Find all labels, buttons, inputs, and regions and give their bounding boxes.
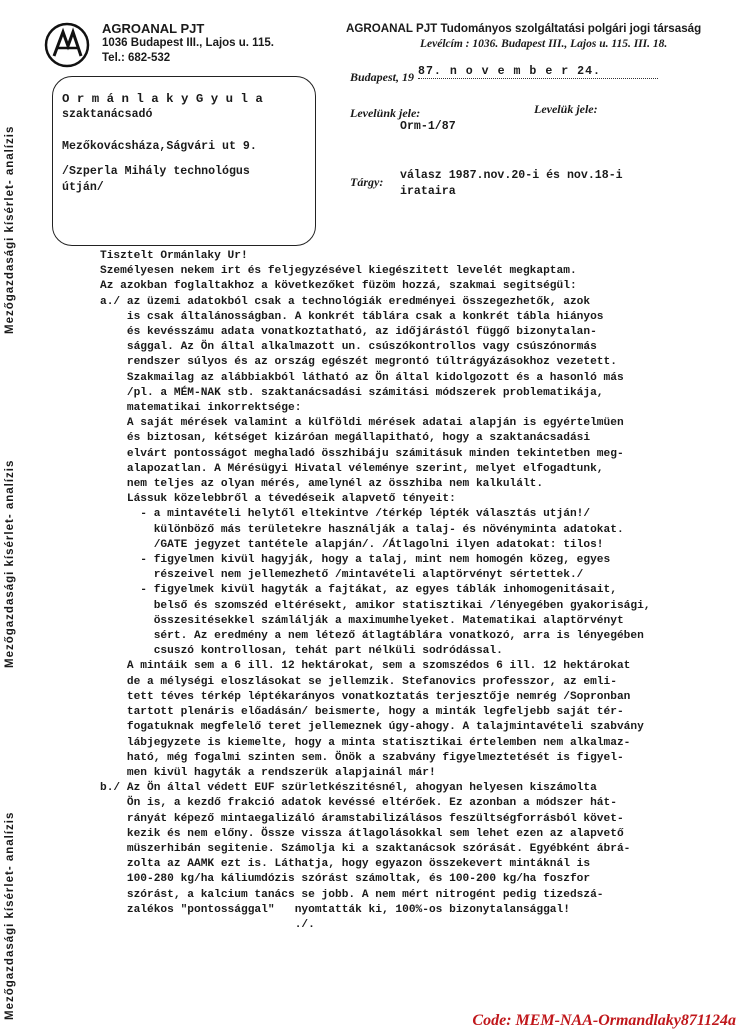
recipient-address: Mezőkovácsháza,Ságvári ut 9.: [62, 140, 257, 153]
body-line: ./.: [100, 918, 315, 931]
body-line: Szakmailag az alábbiakból látható az Ön által kidolgozott és a hasonló más: [100, 371, 624, 384]
recipient-via-line2: útján/: [62, 181, 104, 194]
body-line: csuszó kontrollosan, tehát part nélküli sodródással.: [100, 645, 503, 658]
body-line: részeivel nem jellemezhető /mintavételi alaptörvényt sértettek./: [100, 569, 584, 582]
body-line: a./ az üzemi adatokból csak a technológiák eredményei összegezhetők, azok: [100, 295, 591, 308]
body-line: alapozatlan. A Mérésügyi Hivatal véleménye szerint, melyet elfogadtunk,: [100, 462, 604, 475]
body-line: zalékos "pontossággal" nyomtatták ki, 100%-os bizonytalansággal!: [100, 903, 570, 916]
sidebar-text-top: Mezőgazdasági kísérlet- analízis: [4, 125, 16, 334]
document-code: Code: MEM-NAA-Ormandlaky871124a: [472, 1012, 736, 1029]
body-line: és biztosan, kétséget kizáróan megállapitható, hogy a szaktanácsadási: [100, 432, 591, 445]
body-line: men kivül hagyták a rendszerük alapjainál már!: [100, 766, 436, 779]
recipient-title: szaktanácsadó: [62, 108, 153, 121]
body-line: zolta az AAMK ezt is. Láthatja, hogy egyazon összekevert mintáknál is: [100, 858, 591, 871]
body-line: A saját mérések valamint a külföldi mérések adatai alapján is egyértelmüen: [100, 417, 624, 430]
body-line: Lássuk közelebbről a tévedéseik alapvető tényeit:: [100, 493, 456, 506]
body-line: Az azokban foglaltakhoz a következőket füzöm hozzá, szakmai segitségül:: [100, 280, 577, 293]
body-line: A mintáik sem a 6 ill. 12 hektárokat, sem a szomszédos 6 ill. 12 hektárokat: [100, 660, 631, 673]
body-line: matematikai inkorrektsége:: [100, 402, 302, 415]
date-city: Budapest, 19: [350, 70, 415, 84]
body-line: nem teljes az olyan mérés, amelynél az összhiba nem kalkulált.: [100, 478, 544, 491]
body-line: sággal. Az Ön által alkalmazott un. csúszókontrollos vagy csúszónormás: [100, 341, 597, 354]
body-line: rányát képező mintaegalizáló áramstabilizálásos feszültségforrásból követ-: [100, 812, 624, 825]
sidebar-text-bottom: Mezőgazdasági kísérlet- analízis: [4, 811, 16, 1020]
letter-body: [100, 249, 740, 933]
body-line: is csak általánosságban. A konkrét táblára csak a konkrét tábla hiányos: [100, 310, 604, 323]
body-line: b./ Az Ön által védett EUF szürletkészitésnél, ahogyan helyesen kiszámolta: [100, 782, 597, 795]
date-value: 87. n o v e m b e r 24.: [418, 65, 602, 78]
body-line: ható, még fogalmi szinten sem. Önök a szabvány figyelmeztetését is figyel-: [100, 751, 624, 764]
recipient-name: O r m á n l a k y G y u l a: [62, 92, 263, 106]
body-line: szórást, a kalcium tanács se jobb. A nem mért nitrogént pedig tizedszá-: [100, 888, 604, 901]
body-line: elvárt pontosságot meghaladó összhibáju számitásuk minden tekintetben meg-: [100, 447, 624, 460]
body-line: rendszer súlyos és az ország egészét megrontó túltrágyázásokhoz vezetett.: [100, 356, 617, 369]
body-line: Személyesen nekem irt és feljegyzésével kiegészitett levelét megkaptam.: [100, 265, 577, 278]
body-line: fogatuknak megfelelő teret jellemeznek úgy-ahogy. A talajmintavételi szabvány: [100, 721, 644, 734]
body-line: - figyelmen kivül hagyják, hogy a talaj, mint nem homogén közeg, egyes: [100, 554, 611, 567]
body-line: összesitésekkel számlálják a maximumhelyeket. Matematikai alaptörvényt: [100, 614, 624, 627]
header-mail-address: Levélcím : 1036. Budapest III., Lajos u. 115. III. 18.: [420, 38, 668, 50]
agroanal-logo: [44, 22, 90, 68]
subject-line2: irataira: [400, 185, 456, 198]
header-org-full: AGROANAL PJT Tudományos szolgáltatási polgári jogi társaság: [346, 22, 702, 35]
subject-label: Tárgy:: [350, 175, 384, 189]
body-line: és kevésszámu adata vonatkoztatható, az időjárástól függő bizonytalan-: [100, 326, 597, 339]
their-ref-label: Levelük jele:: [534, 102, 598, 116]
our-ref-label: Levelünk jele:: [350, 106, 421, 120]
body-line: sért. Az eredmény a nem létező átlagtáblára vonatkozó, arra is lényegében: [100, 630, 644, 643]
body-line: belső és szomszéd eltérésekt, amikor statisztikai /lényegében gyakorisági,: [100, 599, 651, 612]
body-line: - a mintavételi helytől eltekintve /térkép lépték választás utján!/: [100, 508, 591, 521]
body-line: lábjegyzete is kiemelte, hogy a minta statisztikai értelemben nem alkalmaz-: [100, 736, 631, 749]
body-line: Tisztelt Ormánlaky Ur!: [100, 250, 248, 262]
body-line: különböző más területekre használják a talaj- és növényminta adatokat.: [100, 523, 624, 536]
recipient-via-line1: /Szperla Mihály technológus: [62, 165, 250, 178]
body-line: de a mélységi eloszlásokat se jellemzik. Stefanovics professzor, az emli-: [100, 675, 617, 688]
body-line: Ön is, a kezdő frakció adatok kevéssé eltérőek. Ez azonban a módszer hát-: [100, 797, 617, 810]
body-line: /GATE jegyzet tantétele alapján/. /Átlagolni ilyen adatokat: tilos!: [100, 538, 604, 551]
body-line: tartott plenáris előadásán/ beismerte, hogy a minták legfeljebb saját tér-: [100, 706, 624, 719]
body-line: müszerhibán segitenie. Számolja ki a szaktanácsok szórását. Egyébként ábrá-: [100, 842, 631, 855]
our-ref-value: Orm-1/87: [400, 120, 456, 133]
header-org-name: AGROANAL PJT: [102, 21, 205, 36]
body-line: 100-280 kg/ha káliumdózis szórást számoltak, és 100-200 kg/ha foszfor: [100, 873, 591, 886]
body-line: kezik és nem előny. Össze vissza átlagolásokkal sem lehet ezen az alapvető: [100, 827, 624, 840]
body-line: tett téves térkép léptékarányos vonatkoztatás terjesztője nemrég /Sopronban: [100, 690, 631, 703]
sidebar-text-middle: Mezőgazdasági kísérlet- analízis: [4, 459, 16, 668]
header-address: 1036 Budapest III., Lajos u. 115.: [102, 37, 274, 49]
date-dotted-line: [418, 78, 658, 79]
header-telephone: Tel.: 682-532: [102, 52, 171, 64]
body-line: /pl. a MÉM-NAK stb. szaktanácsadási számitási módszerek problematikája,: [100, 386, 604, 399]
subject-line1: válasz 1987.nov.20-i és nov.18-i: [400, 169, 623, 182]
body-line: - figyelmek kivül hagyták a fajtákat, az egyes táblák inhomogenitásait,: [100, 584, 617, 597]
